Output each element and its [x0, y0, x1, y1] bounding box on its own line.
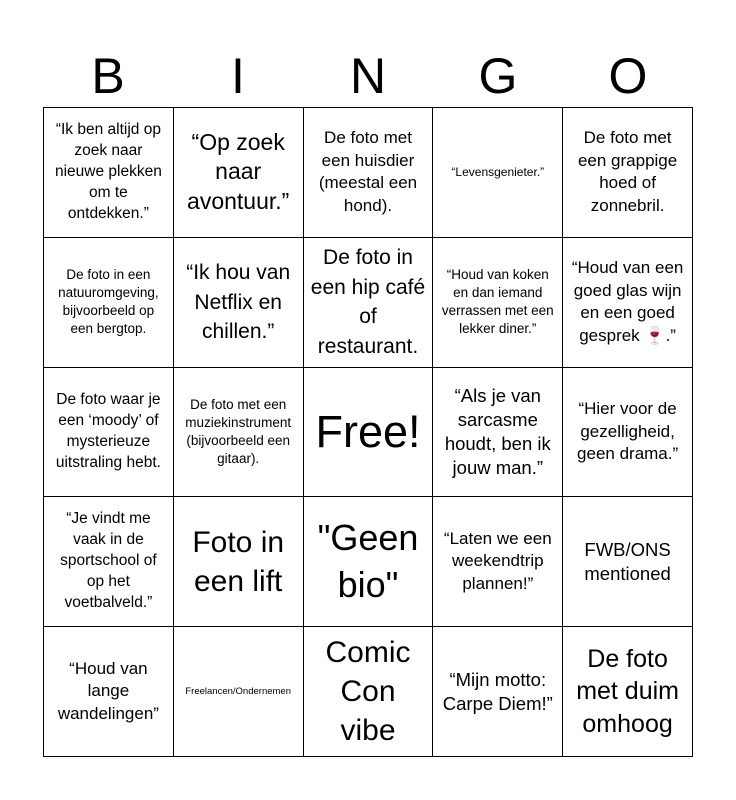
header-letter-i: I [231, 48, 245, 104]
header-letter-n: N [349, 48, 387, 104]
bingo-cell[interactable] [304, 627, 434, 757]
cell-text: “Mijn motto: Carpe Diem!” [442, 668, 553, 714]
cell-text: De foto in een hip café of restaurant. [310, 246, 426, 358]
bingo-cell[interactable] [174, 497, 304, 627]
cell-text: “Houd van lange wandelingen” [57, 658, 159, 723]
bingo-cell[interactable] [44, 627, 174, 757]
cell-text: “Als je van sarcasme houdt, ben ik jouw man.” [444, 384, 551, 479]
bingo-cell[interactable] [44, 368, 174, 498]
bingo-header [43, 46, 693, 106]
cell-text: "Geen bio" [317, 516, 419, 605]
cell-text: De foto met een muziekinstrument (bijvoorbeeld een gitaar). [185, 396, 292, 467]
bingo-cell[interactable] [304, 497, 434, 627]
header-letter-o: O [608, 48, 648, 104]
bingo-cell[interactable] [433, 238, 563, 368]
cell-text: De foto met duim omhoog [576, 644, 679, 738]
cell-text: “Ik hou van Netflix en chillen.” [186, 261, 291, 343]
cell-text: De foto met een huisdier (meestal een hond). [318, 128, 418, 215]
cell-text: “Ik ben altijd op zoek naar nieuwe plekken om te ontdekken.” [54, 121, 162, 222]
bingo-cell[interactable] [174, 627, 304, 757]
cell-text: FWB/ONS mentioned [584, 538, 671, 584]
cell-text: “Houd van koken en dan iemand verrassen met een lekker diner.” [441, 266, 554, 337]
header-letter-g: G [478, 48, 518, 104]
free-space-text: Free! [315, 405, 421, 457]
bingo-cell[interactable] [433, 368, 563, 498]
bingo-board [43, 107, 693, 757]
cell-text: “Je vindt me vaak in de sportschool of op het voetbalveld.” [60, 510, 157, 612]
bingo-cell[interactable] [433, 108, 563, 238]
bingo-cell[interactable] [563, 108, 693, 238]
bingo-cell[interactable] [304, 238, 434, 368]
cell-text: “Houd van een goed glas wijn en een goed gesprek 🍷.” [571, 257, 684, 345]
bingo-cell[interactable] [563, 238, 693, 368]
bingo-cell[interactable] [304, 108, 434, 238]
cell-text: “Laten we een weekendtrip plannen!” [443, 528, 552, 594]
cell-text: De foto met een grappige hoed of zonnebril. [577, 128, 678, 215]
bingo-cell[interactable] [44, 497, 174, 627]
cell-text: De foto in een natuuromgeving, bijvoorbeeld op een bergtop. [58, 266, 159, 337]
bingo-cell[interactable] [563, 627, 693, 757]
cell-text: De foto waar je een ‘moody’ of mysterieuze uitstraling hebt. [55, 391, 161, 471]
bingo-cell[interactable] [174, 108, 304, 238]
bingo-cell[interactable] [563, 368, 693, 498]
cell-text: Foto in een lift [192, 525, 285, 598]
bingo-cell[interactable] [563, 497, 693, 627]
cell-text: Freelancen/Ondernemen [185, 685, 291, 697]
bingo-cell[interactable] [174, 238, 304, 368]
cell-text: “Hier voor de gezelligheid, geen drama.” [577, 399, 679, 464]
bingo-cell[interactable] [433, 627, 563, 757]
bingo-cell[interactable] [174, 368, 304, 498]
cell-text: “Op zoek naar avontuur.” [187, 128, 290, 215]
cell-text: “Levensgenieter.” [451, 165, 545, 179]
bingo-cell[interactable] [433, 497, 563, 627]
header-letter-b: B [91, 48, 125, 104]
free-space-cell[interactable] [304, 368, 434, 498]
cell-text: Comic Con vibe [325, 636, 411, 748]
bingo-cell[interactable] [44, 238, 174, 368]
bingo-cell[interactable] [44, 108, 174, 238]
